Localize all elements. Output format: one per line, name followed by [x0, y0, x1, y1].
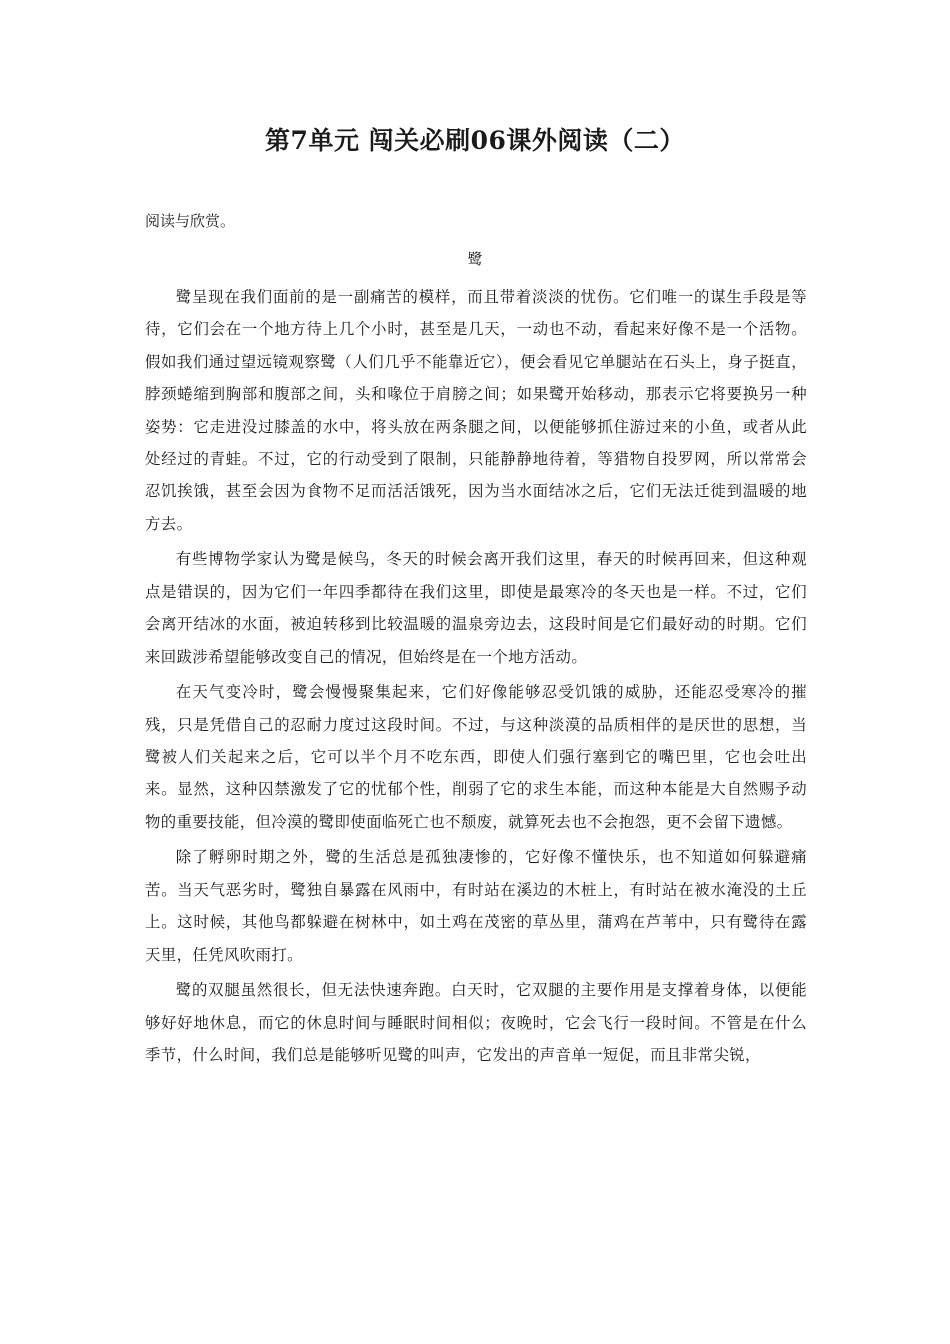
page-title: 第7单元 闯关必刷06课外阅读（二）: [265, 126, 685, 155]
paragraph: 有些博物学家认为鹭是候鸟，冬天的时候会离开我们这里，春天的时候再回来，但这种观点是错误的，因为它们一年四季都待在我们这里，即使是最寒冷的冬天也是一样。不过，它们会离开结冰的水面，被迫转移到比较温暖的温泉旁边去，这段时间是它们最好动的时期。它们来回跋涉希望能够改变自己的情况，但始终是在一个地方活动。: [145, 550, 807, 666]
paragraph: 除了孵卵时期之外，鹭的生活总是孤独凄惨的，它好像不懂快乐，也不知道如何躲避痛苦。当天气恶劣时，鹭独自暴露在风雨中，有时站在溪边的木桩上，有时站在被水淹没的土丘上。这时候，其他鸟都躲避在树林中，如土鸡在茂密的草丛里，蒲鸡在芦苇中，只有鹭待在露天里，任凭风吹雨打。: [145, 848, 807, 964]
article-body: [145, 281, 807, 1075]
paragraph: 鹭的双腿虽然很长，但无法快速奔跑。白天时，它双腿的主要作用是支撑着身体，以便能够好好地休息，而它的休息时间与睡眠时间相似；夜晚时，它会飞行一段时间。不管是在什么季节，什么时间，我们总是能够听见鹭的叫声，它发出的声音单一短促，而且非常尖锐，: [145, 981, 807, 1065]
instruction-text: 阅读与欣赏。: [145, 212, 236, 230]
paragraph: 在天气变冷时，鹭会慢慢聚集起来，它们好像能够忍受饥饿的威胁，还能忍受寒冷的摧残，只是凭借自己的忍耐力度过这段时间。不过，与这种淡漠的品质相伴的是厌世的思想，当鹭被人们关起来之后，它可以半个月不吃东西，即使人们强行塞到它的嘴巴里，它也会吐出来。显然，这种囚禁激发了它的忧郁个性，削弱了它的求生本能，而这种本能是大自然赐予动物的重要技能，但冷漠的鹭即使面临死亡也不颓废，就算死去也不会抱怨，更不会留下遗憾。: [145, 683, 807, 831]
article-heading: 鹭: [467, 250, 483, 268]
paragraph: 鹭呈现在我们面前的是一副痛苦的模样，而且带着淡淡的忧伤。它们唯一的谋生手段是等待，它们会在一个地方待上几个小时，甚至是几天，一动也不动，看起来好像不是一个活物。假如我们通过望远镜观察鹭（人们几乎不能靠近它），便会看见它单腿站在石头上，身子挺直，脖颈蜷缩到胸部和腹部之间，头和喙位于肩膀之间；如果鹭开始移动，那表示它将要换另一种姿势：它走进没过膝盖的水中，将头放在两条腿之间，以便能够抓住游过来的小鱼，或者从此处经过的青蛙。不过，它的行动受到了限制，只能静静地待着，等猎物自投罗网，所以常常会忍饥挨饿，甚至会因为食物不足而活活饿死，因为当水面结冰之后，它们无法迁徙到温暖的地方去。: [145, 288, 807, 533]
